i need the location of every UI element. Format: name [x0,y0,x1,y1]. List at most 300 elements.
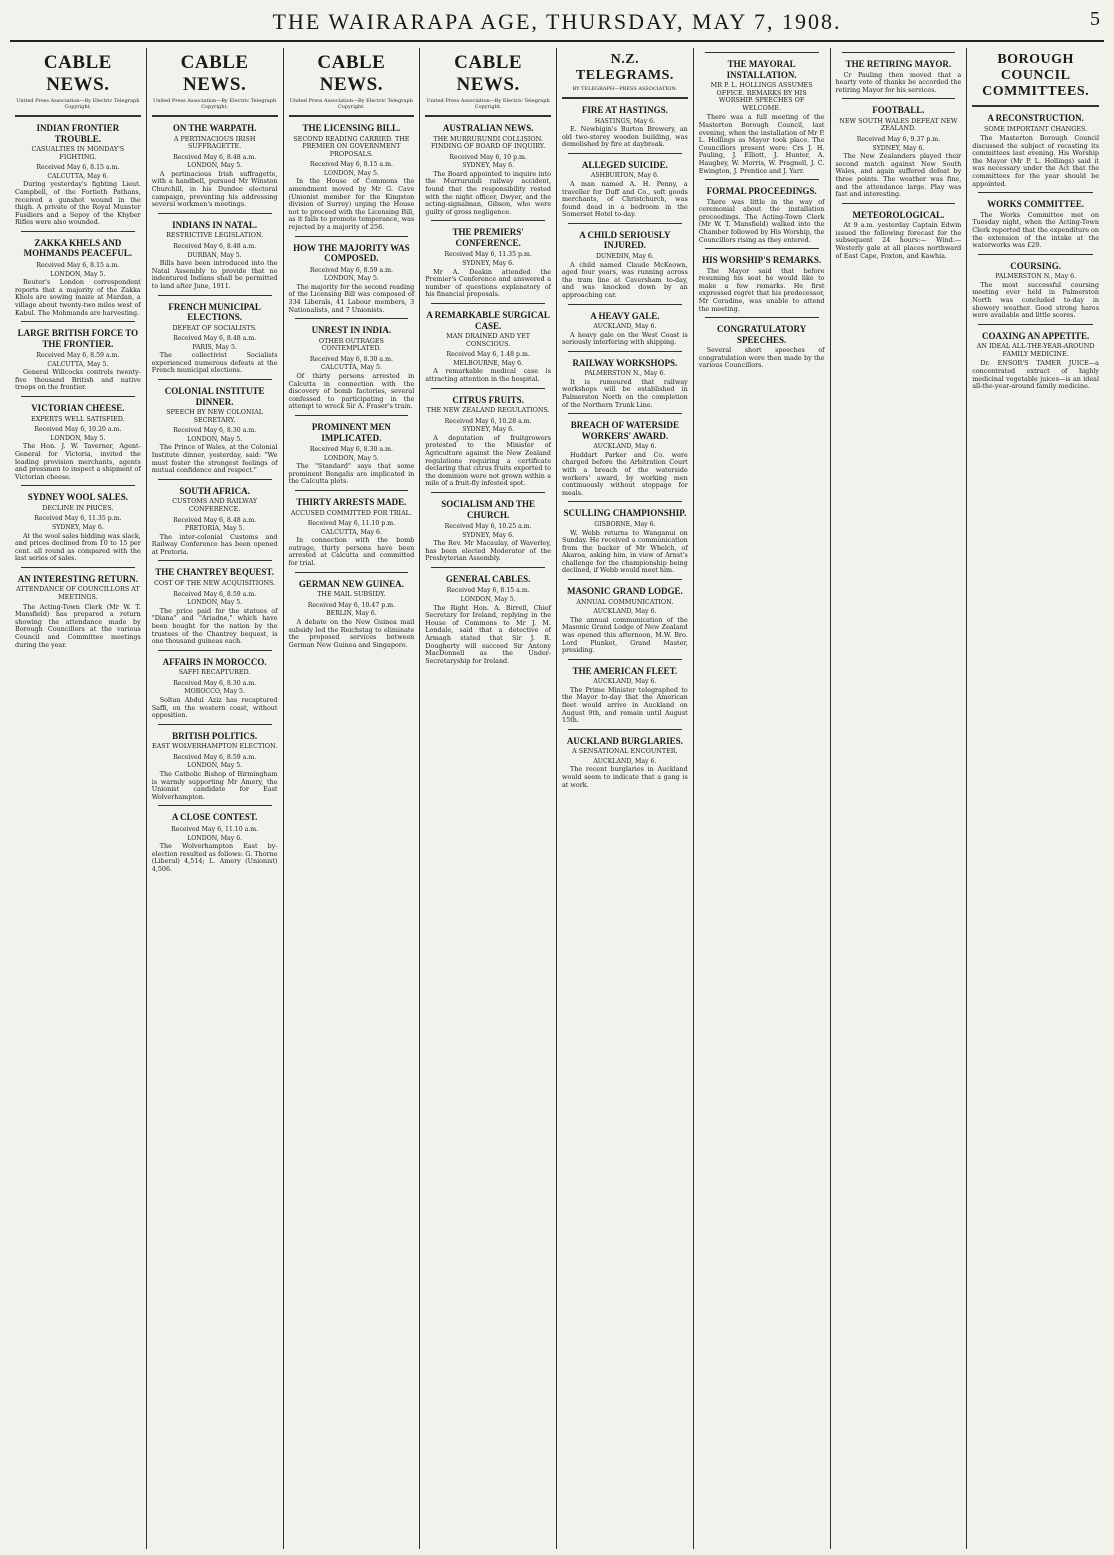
article-body: Soltan Abdul Aziz has recaptured Saffi, on the western coast, without opposition. [151,696,278,720]
article [15,115,141,227]
article-divider [158,560,272,561]
article-body: It is rumoured that railway workshops will be established in Palmerston North on the completion of the Northern Trunk Line. [562,377,688,409]
article-headline: A CHILD SERIOUSLY INJURED. [579,229,671,251]
article [836,98,962,198]
article-divider [978,324,1093,325]
article-divider [705,52,819,53]
article-headline: THE CHANTREY BEQUEST. [155,567,275,578]
article-divider [295,236,409,237]
article-dateline: Received May 6, 10.25 a.m. [444,523,532,530]
article-body: The most successful coursing meeting ever held in Palmerston North was concluded to-day in showery weather. Good strong hares were available and little scores. [972,280,1099,320]
column-heading: CABLE NEWS. [454,52,523,95]
article [152,805,278,873]
article-place: LONDON, May 5. [187,435,243,443]
article-place: SYDNEY, May 6. [462,162,515,170]
article-divider [295,318,409,319]
article-dateline: Received May 6, 8.30 a.m. [309,446,393,454]
article [289,415,415,486]
article [152,650,278,720]
article-divider [158,724,272,725]
article-subheading: A PERTINACIOUS IRISH SUFFRAGETTE. [173,134,256,151]
article-headline: A CLOSE CONTEST. [171,812,258,823]
article-headline: VICTORIAN CHEESE. [31,403,125,414]
article [15,567,141,649]
article-body: Cr Pauling then moved that a hearty vote of thanks be accorded the retiring Mayor for his services. [835,70,962,94]
article-body: The collectivist Socialists experienced numerous defeats at the French municipal elections. [151,351,278,375]
article-headline: ZAKKA KHELS AND MOHMANDS PEACEFUL. [23,237,133,259]
article-place: AUCKLAND, May 6. [593,323,657,330]
article-body: Reuter's London correspondent reports that a majority of the Zakka Khels are sowing maize at Mardan, a village about twenty-two miles west of Kabul. The Mohmands are harvesting. [15,278,141,317]
article-headline: UNREST IN INDIA. [311,325,392,336]
article [836,52,962,94]
article-subheading: THE MURRURUNDI COLLISION. FINDING OF BOARD OF INQUIRY. [430,134,546,151]
article-dateline: Received May 6, 8.48 a.m. [173,335,257,343]
article-place: PARIS, May 5. [192,343,237,351]
article-headline: SOCIALISM AND THE CHURCH. [441,499,536,520]
article-place: LONDON, May 5. [187,162,243,170]
article-subheading: EXPERTS WELL SATISFIED. [31,414,125,423]
article-divider [842,98,956,99]
article-headline: SYDNEY WOOL SALES. [27,492,129,503]
article [425,492,551,563]
column-heading: BOROUGH COUNCIL COMMITTEES. [982,52,1090,99]
article-body: A pertinacious Irish suffragette, with a handbell, pursued Mr Winston Churchill, in his Dundee electoral campaign, preventing his addressing several workmen's meetings. [151,169,278,209]
article-divider [705,179,819,180]
article [152,479,278,557]
article-body: The majority for the second reading of the Licensing Bill was composed of 334 Liberals, 41 Labour members, 3 Nationalists, and 7 Unionists. [288,282,415,314]
article-body: A deputation of fruitgrowers protested to the Minister of Agriculture against the New Zealand regulations requiring a certificate declaring that citrus fruits exported to the dominion were not grown within a mile of a fruit-fly infested spot. [425,433,551,488]
article-divider [972,105,1099,107]
article-divider [152,115,278,117]
article-divider [978,192,1093,193]
article-subheading: MR P. L. HOLLINGS ASSUMES OFFICE. REMARKS BY HIS WORSHIP. SPEECHES OF WELCOME. [710,81,813,112]
article-body: Several short speeches of congratulation were then made by the various Councillors. [698,346,825,370]
article-body: The recent burglaries in Auckland would seem to indicate that a gang is at work. [562,765,688,789]
article-body: The Hon. J. W. Taverner, Agent-General for Victoria, invited the leading provision merchants, agents and pressmen to inspect a shipment of Victorian cheese. [15,442,141,481]
article-subheading: OTHER OUTRAGES CONTEMPLATED. [318,336,384,353]
article-place: AUCKLAND, May 6. [593,608,657,616]
article-divider [431,303,545,304]
article [699,52,825,175]
article-dateline: Received May 6, 11.35 p.m. [444,251,532,259]
article-body: The Board appointed to inquire into the Murrurundi railway accident, found that the responsibility rested with the night officer, Dwyer, and the acting-signalman, Gibson, who were guilty of gross negligence. [425,169,551,216]
article-body: A child named Claude McKeown, aged four years, was running across the tram line at Caversham to-day, and was knocked down by an approaching car. [562,260,688,299]
article-dateline: Received May 6, 10.28 a.m. [444,417,532,425]
column-1 [10,48,147,1549]
article-dateline: Received May 6, 10.47 p.m. [307,601,396,609]
article-headline: ALLEGED SUICIDE. [581,159,668,170]
article-headline: THE MAYORAL INSTALLATION. [726,59,797,80]
article-subheading: ATTENDANCE OF COUNCILLORS AT MEETINGS. [15,585,140,602]
article-body: The Right Hon. A. Birrell, Chief Secretary for Ireland, replying in the House of Commons to Mr J. M. Londale, said that a detective of Armagh stated that Sir J. R. Dougherty will succeed Sir Antony MacDonnell as the Under-Secretaryship for Ireland. [425,603,551,665]
article-subheading: ANNUAL COMMUNICATION. [576,597,674,606]
column-3 [284,48,421,1549]
article [972,254,1099,320]
article-place: PALMERSTON N., May 6. [584,370,666,378]
article-subheading: DECLINE IN PRICES. [42,503,114,512]
article-body: At the wool sales bidding was slack, and prices declined from 10 to 15 per cent. all round as compared with the last series of sales. [15,531,141,563]
article-body: At 9 a.m. yesterday Captain Edwin issued the following forecast for the subsequent 24 hours:— Wind.—Westerly gale at all places northward of East Cape, Foxton, and Kawhia. [835,221,962,260]
article [562,153,688,219]
article-headline: ON THE WARPATH. [172,123,257,133]
article-body: The Acting-Town Clerk (Mr W. T. Mansfield) has prepared a return showing the attendance made by Borough Councillors at the various Council and Committee meetings during the year. [15,602,141,649]
article-body: A remarkable medical case is attracting attention in the hospital. [425,367,551,383]
article-divider [158,213,272,214]
article-divider [978,254,1093,255]
article [15,231,141,317]
article-place: MELBOURNE, May 6. [453,359,524,367]
article-dateline: Received May 6, 8.30 a.m. [173,679,257,687]
article [152,379,278,475]
article-dateline: Received May 6, 8.59 a.m. [309,266,393,274]
article-body: The inter-colonial Customs and Railway Conference has been opened at Pretoria. [151,532,278,556]
article-dateline: Received May 6, 10 p.m. [449,153,527,161]
article-place: HASTINGS, May 6. [594,117,656,125]
article [152,295,278,376]
column-8 [967,48,1104,1549]
article-place: LONDON, May 5. [323,169,379,177]
article-body: There was little in the way of ceremonial about the installation proceedings. The Acting-Town Clerk (Mr W. T. Mansfield) walked into the Chamber followed by His Worship, the Councillors rising as they entered. [698,197,825,244]
article-divider [568,659,682,660]
article-place: MOROCCO, May 5. [184,688,245,696]
article-place: SYDNEY, May 6. [872,144,925,152]
article-headline: HOW THE MAJORITY WAS COMPOSED. [293,242,410,264]
article-place: CALCUTTA, May 6. [47,172,109,180]
article-divider [295,572,409,573]
article [152,560,278,645]
article [289,236,415,315]
article-subheading: RESTRICTIVE LEGISLATION. [166,231,264,240]
article-body: The Prime Minister telegraphed to the Mayor to-day that the American fleet would arrive in Auckland on August 9th, and remain until August 15th. [562,685,688,725]
article [562,579,688,655]
article-divider [431,492,545,493]
article-dateline: Received May 6, 8.48 a.m. [173,153,257,161]
article-dateline: Received May 6, 8.15 a.m. [446,587,530,595]
article-divider [21,396,135,397]
article-headline: MASONIC GRAND LODGE. [566,586,683,597]
article [836,203,962,260]
article-headline: INDIAN FRONTIER TROUBLE. [36,123,120,144]
article-place: LONDON, May 5. [323,454,379,462]
article-dateline: Received May 6, 11.10 p.m. [307,520,396,528]
article-headline: BREACH OF WATERSIDE WORKERS' AWARD. [570,420,680,441]
newspaper-columns [10,48,1104,1549]
article [699,317,825,370]
article-place: DUNEDIN, May 6. [595,252,654,260]
article-body: The price paid for the statues of "Diana" and "Ariadne," which have been bought for the nation by the trustees of the Chantrey bequest, is one thousand guineas each. [151,606,278,646]
article-subheading: SAFFI RECAPTURED. [178,668,251,677]
article-dateline: Received May 6, 11.10 a.m. [171,825,259,833]
column-2 [147,48,284,1549]
article-divider [568,153,682,154]
article-place: LONDON, May 5. [323,275,379,283]
article-dateline: Received May 6, 8.15 a.m. [309,161,393,169]
article-divider [568,729,682,730]
article-divider [21,231,135,232]
article-headline: LARGE BRITISH FORCE TO THE FRONTIER. [17,328,139,349]
article-headline: RAILWAY WORKSHOPS. [572,357,678,368]
article-body: The Mayor said that before resuming his seat he would like to make a few remarks. He first expressed regret that his predecessor, Mr Coradine, was unable to attend the meeting. [698,266,825,313]
article-divider [158,295,272,296]
article-dateline: Received May 6, 1.48 p.m. [446,351,530,359]
article-place: SYDNEY, May 6. [462,426,515,434]
article-subheading: COST OF THE NEW ACQUISITIONS. [153,578,276,587]
article-subheading: NEW SOUTH WALES DEFEAT NEW ZEALAND. [839,116,958,133]
article-dateline: Received May 6, 8.48 a.m. [173,242,257,250]
article-headline: THE AMERICAN FLEET. [572,665,678,676]
article-divider [568,351,682,352]
article-body: Dr. ENSOR'S TAMER JUICE—a concentrated extract of highly medicinal vegetable juices—is an ideal all-the-year-around family medicine. [972,359,1099,391]
article-place: CALCUTTA, May 5. [47,360,109,368]
article-place: LONDON, May 5. [50,270,106,278]
article-body: The annual communication of the Masonic Grand Lodge of New Zealand was opened this afternoon, M.W. Bro. Lord Plunket, Grand Master, presiding. [562,615,688,655]
article-dateline: Received May 6, 10.20 a.m. [34,426,122,434]
article-body: The New Zealanders played their second match against New South Wales, and again suffered defeat by three points. The weather was fine, and the attendance large. Play was fast and interesting. [835,152,962,199]
article-body: Bills have been introduced into the Natal Assembly to provide that no indentured Indians shall be permitted to land after June, 1911. [151,259,278,290]
article-body: The Wolverhampton East by-election resulted as follows: G. Thorne (Liberal) 4,514; L. Amery (Unionist) 4,506. [151,842,278,873]
article-headline: AUCKLAND BURGLARIES. [566,735,683,746]
article-headline: FOOTBALL. [872,105,925,116]
article-divider [568,501,682,502]
article [699,248,825,313]
article-place: AUCKLAND, May 6. [593,443,657,451]
article-place: LONDON, May 5. [187,762,243,770]
article-body: A man named A. H. Penny, a traveller for Duff and Co., soft goods merchants, of Christchurch, was found dead in a bedroom in the Somerset Hotel to-day. [562,179,688,219]
article-dateline: Received May 6, 8.59 a.m. [36,352,120,360]
article-headline: WORKS COMMITTEE. [987,199,1085,210]
article-subheading: SPEECH BY NEW COLONIAL SECRETARY. [166,408,264,424]
article-dateline: Received May 6, 8.59 a.m. [173,590,257,598]
article-place: GISBORNE, May 6. [594,520,656,528]
article-headline: SOUTH AFRICA. [179,485,250,496]
article-divider [295,415,409,416]
article-headline: COAXING AN APPETITE. [981,330,1090,341]
article-body: Of thirty persons arrested in Calcutta in connection with the discovery of bomb factories, several confessed to participating in the attempt to wreck Sir A. Fraser's train. [288,372,415,411]
article-divider [158,805,272,806]
article [562,501,688,575]
article-divider [21,485,135,486]
article-body: During yesterday's fighting Lieut. Campbell, of the Fortieth Pathans, received a gunshot wound in the thigh. A private of the Royal Munster Fusiliers and a Sepoy of the Khyber Rifles were also wounded. [15,180,141,227]
article [15,396,141,481]
article [425,567,551,665]
article-divider [705,317,819,318]
article-headline: PROMINENT MEN IMPLICATED. [311,422,391,443]
article-body: The Masterton Borough Council discussed the subject of recasting its committees last evening. His Worship the Mayor (Mr P. L. Hollings) said it was necessary under the Act that the committees for the year should be appointed. [972,134,1099,188]
article-dateline: Received May 6, 8.15 a.m. [36,261,120,269]
article-subheading: A SENSATIONAL ENCOUNTER. [572,747,678,756]
article-divider [842,203,956,204]
article [562,659,688,725]
article-divider [431,388,545,389]
article-divider [562,97,688,99]
article-headline: GENERAL CABLES. [445,573,531,584]
column-5 [557,48,694,1549]
column-6 [694,48,831,1549]
article-divider [295,490,409,491]
article [425,388,551,488]
article-headline: THIRTY ARRESTS MADE. [296,497,407,507]
article [425,115,551,216]
article-divider [15,115,141,117]
article-divider [21,321,135,322]
article-dateline: Received May 6, 8.15 a.m. [36,164,120,172]
article-divider [289,115,415,117]
article-headline: COURSING. [1010,260,1061,271]
article-subheading: MAN DRAINED AND YET CONSCIOUS. [446,332,531,348]
wire-credit: BY TELEGRAPH—PRESS ASSOCIATION. [572,86,678,92]
article-body: A heavy gale on the West Coast is seriously interfering with shipping. [562,330,688,347]
article [562,97,688,149]
article-headline: BRITISH POLITICS. [172,730,258,741]
article-place: LONDON, May 5. [50,434,106,442]
article-divider [842,52,956,53]
article-place: ASHBURTON, May 6. [590,172,659,180]
article-headline: AUSTRALIAN NEWS. [442,123,534,133]
article-divider [568,413,682,414]
article [562,729,688,789]
article-body: W. Webb returns to Wanganui on Sunday. He received a communication from the backer of Mr Whelch, of Akaroa, asking him, in view of Arnst's challenge for the championship being declined, if Webb would meet him. [562,528,688,575]
article-body: The Rev. Mr Macaulay, of Waverley, has been elected Moderator of the Presbyterian Assembly. [425,539,551,563]
article-place: PALMERSTON N., May 6. [995,273,1077,281]
article [152,213,278,291]
article [562,413,688,497]
article-subheading: AN IDEAL ALL-THE-YEAR-AROUND FAMILY MEDICINE. [976,342,1095,358]
article-place: LONDON, May 5. [460,596,516,604]
article-divider [425,115,551,117]
article [562,351,688,409]
article-divider [431,220,545,221]
wire-credit: United Press Association—By Electric Telegraph Copyright. [16,98,140,110]
article-headline: METEOROLOGICAL. [852,209,945,220]
wire-credit: United Press Association—By Electric Telegraph Copyright. [289,98,413,110]
article-place: SYDNEY, May 6. [51,524,104,531]
article-headline: A REMARKABLE SURGICAL CASE. [426,310,550,331]
article-body: There was a full meeting of the Masterton Borough Council, last evening, when the installation of Mr P. L. Hollings as Mayor took place. The Councillors present were: Crs J. H. Pauling, J. Elliott, J. Hunter, A. Haughey, W. Morris, W. Pragnell, J. C. Ewington, J. Prentice and J. Yarr. [698,113,825,175]
article-headline: HIS WORSHIP'S REMARKS. [702,255,822,266]
article-subheading: SECOND READING CARRIED. THE PREMIER ON GOVERNMENT PROPOSALS. [293,134,410,158]
article-headline: THE PREMIERS' CONFERENCE. [452,227,524,248]
article-subheading: CASUALTIES IN MONDAY'S FIGHTING. [31,145,125,161]
article-headline: A HEAVY GALE. [590,310,660,321]
article [972,192,1099,249]
article [289,572,415,650]
article-place: BERLIN, May 6. [326,610,377,618]
article-divider [568,223,682,224]
article-body: Mr A. Deakin attended the Premier's Conference and answered a number of questions explanatory of his financial proposals. [425,267,551,299]
article-dateline: Received May 6, 8.59 a.m. [173,753,257,761]
article-place: LONDON, May 5. [187,599,243,607]
article-dateline: Received May 6, 9.37 p.m. [856,135,941,143]
article-place: DURBAN, May 5. [187,251,242,259]
article-dateline: Received May 6, 8.30 a.m. [173,427,257,435]
wire-credit: United Press Association—By Electric Telegraph Copyright. [153,98,277,110]
article-headline: A RECONSTRUCTION. [987,113,1084,123]
article-divider [21,567,135,568]
column-7 [831,48,968,1549]
article-divider [568,579,682,580]
article [152,724,278,802]
article-body: General Willcocks controls twenty-five thousand British and native troops on the frontier. [15,368,141,392]
article-place: AUCKLAND, May 6. [593,757,657,765]
article-body: In connection with the bomb outrage, thirty persons have been arrested at Calcutta and committed for trial. [288,536,415,568]
article-headline: CONGRATULATORY SPEECHES. [717,324,807,345]
article [289,115,415,232]
article [562,304,688,347]
article-subheading: ACCUSED COMMITTED FOR TRIAL. [290,508,412,517]
article [15,321,141,392]
article-place: PRETORIA, May 5. [184,525,245,533]
article-place: AUCKLAND, May 6. [593,678,657,686]
column-heading: CABLE NEWS. [43,52,112,95]
article-place: CALCUTTA, May 5. [320,364,382,372]
article [699,179,825,244]
article-place: CALCUTTA, May 6. [320,528,382,536]
article [972,324,1099,391]
article-body: A debate on the New Guinea mail subsidy led the Reichstag to eliminate the proposed services between German New Guinea and Singapore. [288,617,415,649]
article-dateline: Received May 6, 8.30 a.m. [309,355,393,363]
article-subheading: SOME IMPORTANT CHANGES. [984,124,1088,133]
article-divider [568,304,682,305]
article-divider [705,248,819,249]
article [289,490,415,568]
column-heading: N.Z. TELEGRAMS. [575,52,674,83]
article-subheading: THE MAIL SUBSIDY. [317,590,386,599]
article-place: SYDNEY, May 6. [462,260,515,268]
article [425,303,551,384]
article-headline: COLONIAL INSTITUTE DINNER. [164,386,265,407]
article-headline: FORMAL PROCEEDINGS. [706,186,817,197]
article [152,115,278,209]
newspaper-title: THE WAIRARAPA AGE, THURSDAY, MAY 7, 1908. [272,9,842,34]
article-body: The Prince of Wales, at the Colonial Institute dinner, yesterday, said: "We must foster the strongest feelings of mutual confidence and respect." [151,443,278,475]
column-heading: CABLE NEWS. [180,52,249,95]
article-subheading: DEFEAT OF SOCIALISTS. [172,323,257,332]
column-heading: CABLE NEWS. [317,52,386,95]
article [425,220,551,299]
article [289,318,415,411]
article-dateline: Received May 6, 8.48 a.m. [173,516,257,524]
article-divider [431,567,545,568]
article-headline: GERMAN NEW GUINEA. [298,578,404,589]
article [15,485,141,563]
article-place: SYDNEY, May 6. [462,531,515,539]
article [972,105,1099,188]
article-place: LONDON, May 6. [187,834,243,842]
article-headline: THE RETIRING MAYOR. [845,59,952,69]
article-body: The Catholic Bishop of Birmingham is warmly supporting Mr Amery, the Unionist candidate for East Wolverhampton. [151,770,278,801]
page-number: 5 [1090,8,1100,30]
article-headline: AN INTERESTING RETURN. [17,573,139,584]
article-body: The Works Committee met on Tuesday night, when the Acting-Town Clerk reported that the expenditure on the extension of the intake at the waterworks was £29. [972,210,1099,250]
article-body: Huddart Parker and Co. were charged before the Arbitration Court with a breach of the waterside workers' award, by working men continuously without stoppage for meals. [562,450,688,497]
article-body: E. Newbigin's Burton Brewery, an old two-storey wooden building, was demolished by fire at daybreak. [562,125,688,149]
article-body: The "Standard" says that some prominent Bengalis are implicated in the Calcutta plots. [288,462,415,486]
article-headline: CITRUS FRUITS. [452,394,524,405]
article-subheading: THE NEW ZEALAND REGULATIONS. [426,406,550,415]
article-headline: FRENCH MUNICIPAL ELECTIONS. [168,301,261,322]
article-divider [158,650,272,651]
article [562,223,688,300]
article-headline: THE LICENSING BILL. [302,123,401,133]
masthead [10,4,1104,42]
article-headline: INDIANS IN NATAL. [172,219,258,230]
article-headline: FIRE AT HASTINGS. [581,105,668,115]
column-4 [420,48,557,1549]
article-body: In the House of Commons the amendment moved by Mr G. Cave (Unionist member for the Kingston division of Surrey) urging the House not to proceed with the Licensing Bill, as it fails to promote temperance, was rejected by a majority of 256. [288,177,415,232]
wire-credit: United Press Association—By Electric Telegraph Copyright. [426,98,550,110]
article-divider [158,479,272,480]
article-dateline: Received May 6, 11.35 p.m. [34,515,122,523]
